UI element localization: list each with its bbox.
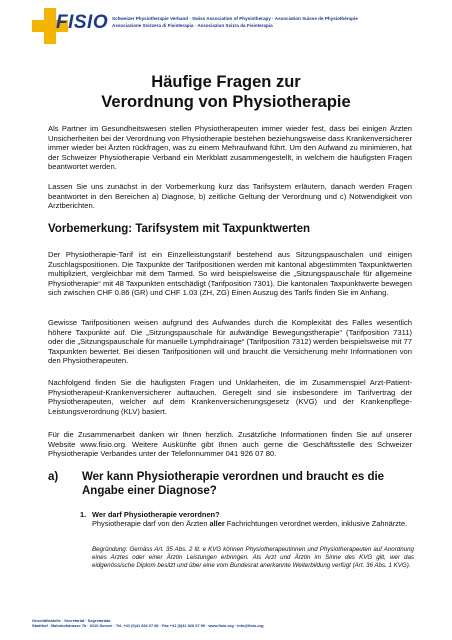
footer-line-1: Geschäftsstelle · Secrétariat · Segretariato <box>32 618 111 623</box>
vorbemerkung-paragraph-3: Nachfolgend finden Sie die häufigsten Fragen und Unklarheiten, die im Zusammenspiel Arzt-Patient-Physiotherapeut-Krankenversicherer auftauchen. Geregelt sind sie insbesondere im Tarifvertrag der Physiotherapeuten, welcher auf dem Krankenversicherungsgesetz (KVG) und der Krankenpflege-Leistungsverordnung (KLV) basiert. <box>48 378 412 416</box>
question-answer: Physiotherapie darf von den Ärzten aller Fachrichtungen verordnet werden, inklusive Zahnärzte. <box>92 519 408 529</box>
association-line-1: Schweizer Physiotherapie Verband · Swiss Association of Physiotherapy · Association Suisse de Physiothérapie <box>112 16 358 21</box>
logo-text: FISIO <box>56 12 109 33</box>
letterhead <box>32 8 432 48</box>
question-title: Wer darf Physiotherapie verordnen? <box>92 510 220 519</box>
section-heading-vorbemerkung: Vorbemerkung: Tarifsystem mit Taxpunktwerten <box>48 223 311 235</box>
association-line-2: Associazione Svizzera di Fisioterapia · Associaziun Svizra da Fisioterapia <box>112 22 273 28</box>
page-footer <box>32 618 432 628</box>
page-title <box>0 72 452 112</box>
intro-paragraph-1: Als Partner im Gesundheitswesen stellen Physiotherapeuten immer wieder fest, dass bei einigen Ärzten Unsicherheiten bei der Verordnung von Physiotherapie bestehen beziehungsweise dass Krankenversicherer immer wieder bei Ärzten rückfragen, was zu einem Mehraufwand führt. Um den Aufwand zu minimieren, hat der Schweizer Physiotherapie Verband ein Merkblatt zusammengestellt, in welchem die häufigsten Fragen beantwortet werden. <box>48 124 412 172</box>
question-number: 1. <box>80 510 87 519</box>
vorbemerkung-paragraph-1: Der Physiotherapie-Tarif ist ein Einzelleistungstarif bestehend aus Sitzungspauschalen und einigen Zuschlagspositionen. Die Taxpunkte der Tarifpositionen werden mit kantonal abgestimmten Taxpunktwerten multipliziert, vergleichbar mit dem Tarmed. So wird beispielsweise die „Sitzungspauschale für allgemeine Physiotherapie“ mit 48 Taxpunkten entschädigt (Tarifposition 7301). Die kantonalen Taxpunktwerte bewegen sich zwischen CHF 0.86 (GR) und CHF 1.03 (ZH, ZG) Einen Auszug des Tarifs finden Sie im Anhang. <box>48 250 412 298</box>
question-1-justification: Begründung: Gemäss Art. 35 Abs. 2 lit. e KVG können Physiotherapeutinnen und Physiotherapeuten auf Anordnung eines Arztes oder einer Ärztin Leistungen erbringen. Als Arzt und Ärztin im Sinne des KVG gilt, wer das eidgenössische Diplom besitzt und über eine vom Bundesrat anerkannte Weiterbildung verfügt (Art. 36 Abs. 1 KVG). <box>92 546 414 569</box>
title-line-2: Verordnung von Physiotherapie <box>101 93 351 111</box>
answer-emphasis: aller <box>209 519 225 529</box>
association-names <box>112 16 432 29</box>
section-letter: a) <box>48 471 59 483</box>
section-heading-text: Wer kann Physiotherapie verordnen und braucht es die Angabe einer Diagnose? <box>82 471 385 497</box>
intro-paragraph-2: Lassen Sie uns zunächst in der Vorbemerkung kurz das Tarifsystem erläutern, danach werden Fragen beantwortet in den Bereichen a) Diagnose, b) zeitliche Geltung der Verordnung und c) Notwendigkeit von Arztberichten. <box>48 182 412 211</box>
vorbemerkung-paragraph-2: Gewisse Tarifpositionen weisen aufgrund des Aufwandes durch die Komplexität des Falles wesentlich höhere Taxpunkte auf. Die „Sitzungspauschale für aufwändige Bewegungstherapie“ (Tarifposition 7311) oder die „Sitzungspauschale für manuelle Lymphdrainage“ (Tarifposition 7312) werden beispielsweise mit 77 Taxpunkten bewertet. Bei diesen Tarifpositionen will und braucht die Versicherung mehr Informationen von den Physiotherapeuten. <box>48 318 412 366</box>
title-line-1: Häufige Fragen zur <box>151 73 301 91</box>
footer-line-2: Stadthof · Bahnhofstrasse 7b · 6210 Sursee · Tel. +41 (0)41 926 07 80 · Fax +41 (0)41 926 07 99 · www.fisio.org · info@fisio.org <box>32 623 264 629</box>
vorbemerkung-paragraph-4: Für die Zusammenarbeit danken wir Ihnen herzlich. Zusätzliche Informationen finden Sie auf unserer Website www.fisio.org. Weitere Auskünfte gibt Ihnen auch gerne die Geschäftsstelle des Schweizer Physiotherapie Verbandes unter der Telefonnummer 041 926 07 80. <box>48 430 412 459</box>
